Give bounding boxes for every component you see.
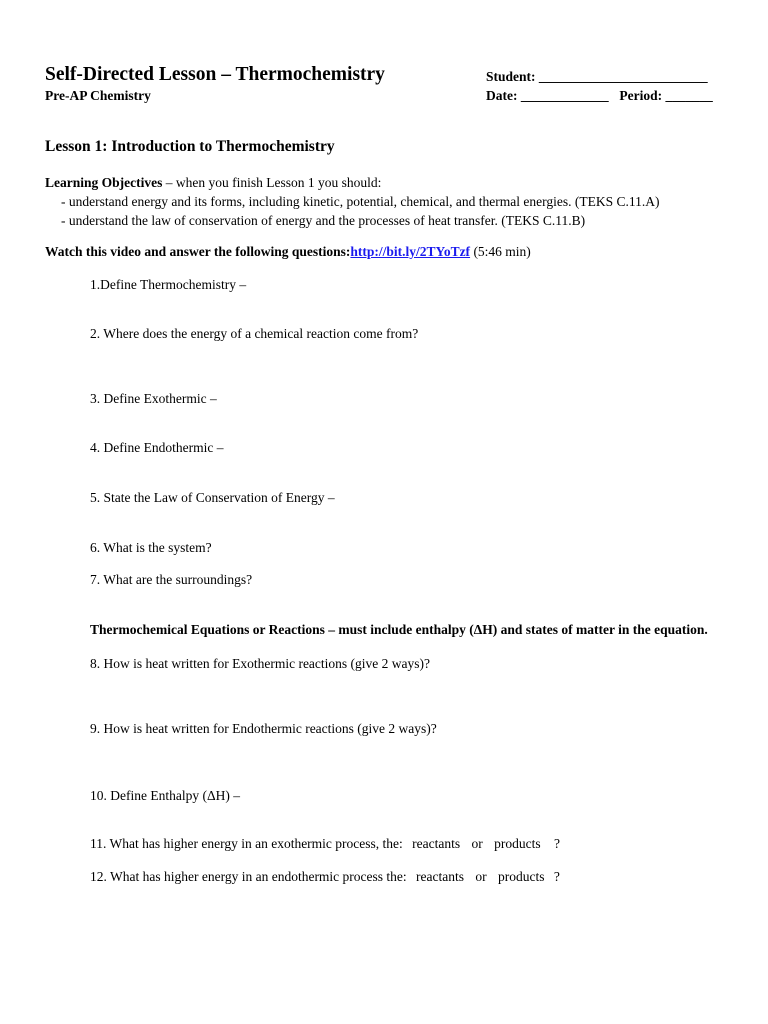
objective-item: - understand the law of conservation of energy and the processes of heat transfer. (TEKS C.11.B) xyxy=(61,213,586,228)
objectives-label: Learning Objectives xyxy=(45,175,163,190)
question-11-text: 11. What has higher energy in an exothermic process, the: xyxy=(90,836,403,851)
period-label: Period: xyxy=(619,88,663,103)
question-2: 2. Where does the energy of a chemical reaction come from? xyxy=(90,326,419,341)
question-8: 8. How is heat written for Exothermic reactions (give 2 ways)? xyxy=(90,656,431,671)
question-9: 9. How is heat written for Endothermic reactions (give 2 ways)? xyxy=(90,721,437,736)
video-link[interactable]: http://bit.ly/2TYoTzf xyxy=(350,244,471,259)
question-mark: ? xyxy=(553,869,560,884)
question-1: 1.Define Thermochemistry – xyxy=(90,277,247,292)
question-11 xyxy=(90,836,560,852)
question-5: 5. State the Law of Conservation of Energy – xyxy=(90,490,335,505)
choice-or: or xyxy=(475,869,487,884)
video-duration: (5:46 min) xyxy=(470,244,531,259)
objectives-intro-text: – when you finish Lesson 1 you should: xyxy=(162,175,382,190)
question-mark: ? xyxy=(554,836,560,851)
date-blank: _____________ xyxy=(520,88,609,103)
period-blank: _______ xyxy=(665,88,713,103)
question-6: 6. What is the system? xyxy=(90,540,212,555)
section-heading-thermochemical-equations: Thermochemical Equations or Reactions – must include enthalpy (ΔH) and states of matter in the equation. xyxy=(90,622,708,637)
student-label: Student: xyxy=(486,69,536,84)
question-10: 10. Define Enthalpy (ΔH) – xyxy=(90,788,241,803)
objective-item: - understand energy and its forms, including kinetic, potential, chemical, and thermal energies. (TEKS C.11.A) xyxy=(61,194,660,209)
objectives-intro xyxy=(45,173,659,192)
course-subtitle: Pre-AP Chemistry xyxy=(45,88,151,103)
question-3: 3. Define Exothermic – xyxy=(90,391,217,406)
student-blank: _________________________ xyxy=(538,69,708,84)
question-7: 7. What are the surroundings? xyxy=(90,572,253,587)
page-title: Self-Directed Lesson – Thermochemistry xyxy=(45,64,385,85)
student-field xyxy=(486,69,708,85)
video-instruction xyxy=(45,244,531,260)
date-label: Date: xyxy=(486,88,518,103)
learning-objectives xyxy=(45,173,659,230)
choice-products: products xyxy=(494,836,541,851)
date-period-field xyxy=(486,88,713,104)
choice-reactants: reactants xyxy=(412,836,461,851)
choice-reactants: reactants xyxy=(416,869,465,884)
question-12-text: 12. What has higher energy in an endothermic process the: xyxy=(90,869,407,884)
question-12 xyxy=(90,869,560,885)
choice-products: products xyxy=(498,869,545,884)
lesson-heading: Lesson 1: Introduction to Thermochemistry xyxy=(45,138,335,155)
video-prompt: Watch this video and answer the following questions: xyxy=(45,244,351,259)
question-4: 4. Define Endothermic – xyxy=(90,440,224,455)
choice-or: or xyxy=(471,836,483,851)
